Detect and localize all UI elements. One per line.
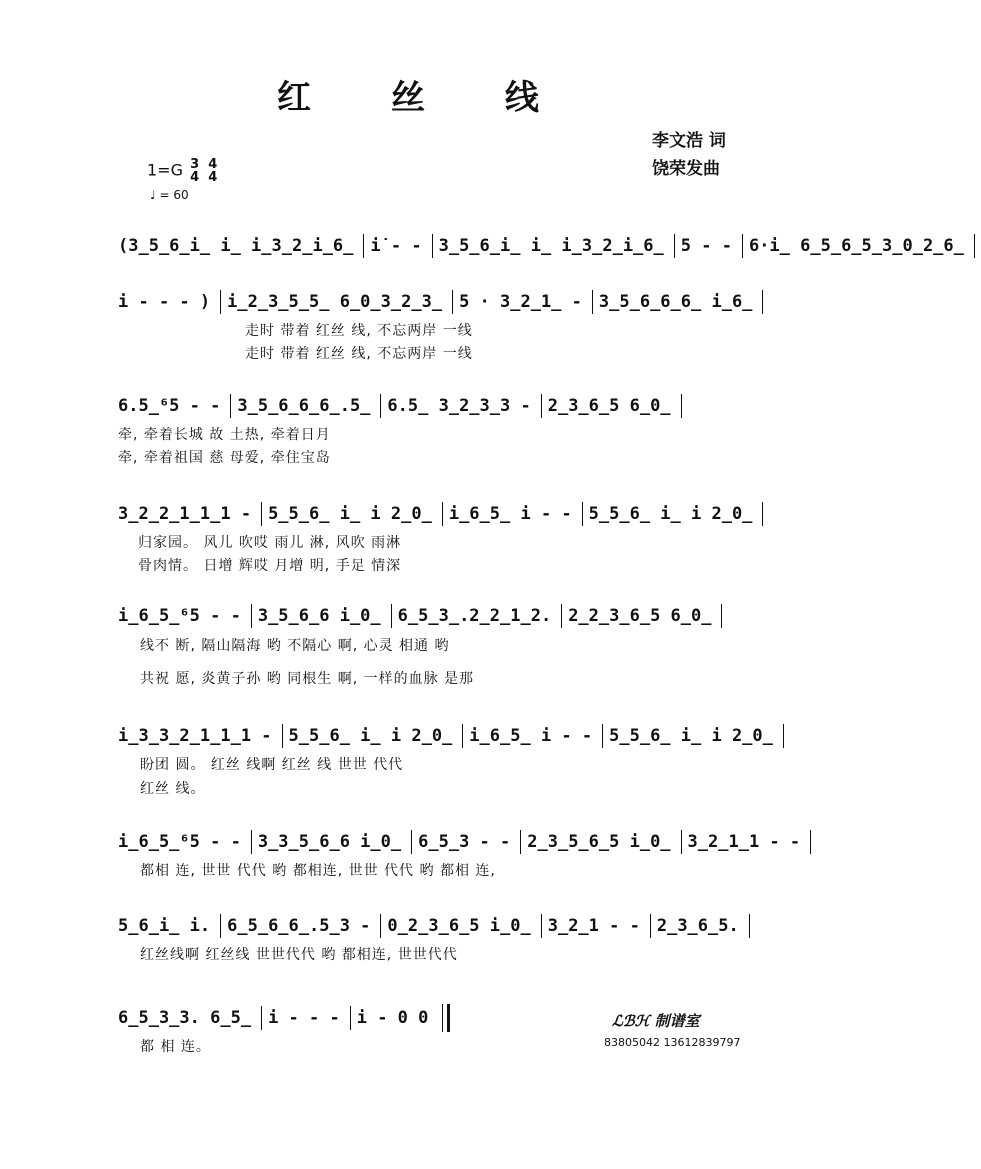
measure: 6̲5̲3 - - — [418, 832, 511, 852]
page-title: 红 丝 线 — [277, 78, 573, 118]
barline — [220, 914, 221, 938]
measure: 2̲3̲5̲6̲5 i̲0̲ — [527, 832, 671, 852]
notation-system-5 — [118, 602, 763, 630]
measure: i̲6̲5̲ i - - — [469, 726, 593, 746]
measure: 6.5̲⁶5 - - — [118, 396, 221, 416]
key-text: 1=G — [147, 160, 183, 180]
notation-system-9 — [118, 1004, 558, 1032]
barline — [363, 234, 364, 258]
barline — [520, 830, 521, 854]
notation-system-4 — [118, 500, 763, 528]
barline — [411, 830, 412, 854]
measure: 5 - - — [680, 236, 732, 256]
lyric-line: 红丝 线。 — [140, 781, 206, 797]
measure: i - - - — [268, 1008, 340, 1028]
measure: 3̲5̲6̲i̲ i̲ i̲3̲2̲i̲6̲ — [438, 236, 664, 256]
composer-credit: 饶荣发曲 — [652, 159, 720, 179]
barline — [432, 234, 433, 258]
measure: 2̲3̲6̲5. — [656, 916, 739, 936]
barline — [350, 1006, 351, 1030]
barline — [681, 830, 682, 854]
measure: 5̲5̲6̲ i̲ i 2̲0̲ — [588, 504, 753, 524]
measure: 6·i̲ 6̲5̲6̲5̲3̲0̲2̲6̲ — [748, 236, 964, 256]
barline — [810, 830, 811, 854]
lyric-line: 都相 连, 世世 代代 哟 都相连, 世世 代代 哟 都相 连, — [140, 863, 496, 879]
barline — [442, 502, 443, 526]
lyric-line: 都 相 连。 — [140, 1039, 211, 1055]
measure: 3̲2̲2̲1̲1̲1 - — [118, 504, 252, 524]
measure: 6̲5̲3̲3. 6̲5̲ — [118, 1008, 252, 1028]
barline — [541, 914, 542, 938]
measure: i̇ - - — [370, 236, 422, 256]
barline — [650, 914, 651, 938]
measure: 3̲2̲1̲1 - - — [687, 832, 801, 852]
barline — [391, 604, 392, 628]
barline — [674, 234, 675, 258]
barline — [749, 914, 750, 938]
barline — [592, 290, 593, 314]
barline — [251, 830, 252, 854]
barline — [582, 502, 583, 526]
engraver-phone: 83805042 13612839797 — [604, 1036, 741, 1049]
measure: 3̲5̲6̲6̲6̲.5̲ — [237, 396, 371, 416]
measure: i̲6̲5̲ i - - — [448, 504, 572, 524]
barline — [261, 502, 262, 526]
measure: 3̲5̲6̲6̲6̲ i̲6̲ — [598, 292, 753, 312]
barline — [452, 290, 453, 314]
barline — [602, 724, 603, 748]
measure: i̲6̲5̲⁶5 - - — [118, 606, 241, 626]
notation-system-2 — [118, 288, 763, 316]
lyricist-credit: 李文浩 词 — [652, 131, 726, 151]
lyric-line: 共祝 愿, 炎黄子孙 哟 同根生 啊, 一样的血脉 是那 — [140, 671, 475, 687]
measure: i̲3̲3̲2̲1̲1̲1 - — [118, 726, 272, 746]
measure: 3̲2̲1 - - — [547, 916, 640, 936]
lyric-line: 线不 断, 隔山隔海 哟 不隔心 啊, 心灵 相通 哟 — [140, 638, 450, 654]
barline — [561, 604, 562, 628]
notation-system-3 — [118, 392, 763, 420]
barline — [462, 724, 463, 748]
barline — [783, 724, 784, 748]
measure: i̲6̲5̲⁶5 - - — [118, 832, 241, 852]
lyric-line: 走时 带着 红丝 线, 不忘两岸 一线 — [245, 346, 473, 362]
barline — [742, 234, 743, 258]
notation-system-7 — [118, 828, 801, 856]
barline — [251, 604, 252, 628]
barline — [762, 290, 763, 314]
measure: 3̲5̲6̲6 i̲0̲ — [257, 606, 381, 626]
barline — [721, 604, 722, 628]
measure: 6̲5̲3̲.2̲2̲1̲2. — [397, 606, 552, 626]
measure: 5̲5̲6̲ i̲ i 2̲0̲ — [268, 504, 432, 524]
lyric-line: 归家园。 风儿 吹哎 雨儿 淋, 风吹 雨淋 — [138, 535, 402, 551]
measure: (3̲5̲6̲i̲ i̲ i̲3̲2̲i̲6̲ — [118, 236, 354, 256]
lyric-line: 盼团 圆。 红丝 线啊 红丝 线 世世 代代 — [140, 757, 404, 773]
barline — [282, 724, 283, 748]
lyric-line: 牵, 牵着长城 故 土热, 牵着日月 — [118, 427, 331, 443]
measure: i - 0 0 — [356, 1008, 429, 1028]
key-signature — [147, 158, 219, 184]
quarter-note-icon: ♩ — [150, 188, 156, 202]
barline — [762, 502, 763, 526]
measure: 0̲2̲3̲6̲5 i̲0̲ — [387, 916, 531, 936]
time-signature-3-4: 3 4 — [190, 157, 200, 185]
barline — [380, 394, 381, 418]
measure: 2̲3̲6̲5 6̲0̲ — [547, 396, 671, 416]
final-barline — [442, 1004, 450, 1032]
barline — [541, 394, 542, 418]
tempo-marking: ♩ = 60 — [150, 188, 189, 202]
measure: 3̲3̲5̲6̲6 i̲0̲ — [257, 832, 402, 852]
time-signature-4-4: 4 4 — [208, 157, 218, 185]
engraver-stamp: ℒℬℋ 制谱室 — [612, 1012, 700, 1030]
measure: 5̲5̲6̲ i̲ i 2̲0̲ — [609, 726, 773, 746]
barline — [974, 234, 975, 258]
measure: 5̲6̲i̲ i. — [118, 916, 211, 936]
barline — [261, 1006, 262, 1030]
lyric-line: 牵, 牵着祖国 慈 母爱, 牵住宝岛 — [118, 450, 331, 466]
lyric-line: 红丝线啊 红丝线 世世代代 哟 都相连, 世世代代 — [140, 947, 458, 963]
measure: 6.5̲ 3̲2̲3̲3 - — [387, 396, 531, 416]
notation-system-1 — [118, 232, 964, 260]
measure: 6̲5̲6̲6̲.5̲3 - — [227, 916, 371, 936]
notation-system-6 — [118, 722, 773, 750]
measure: i̲2̲3̲5̲5̲ 6̲0̲3̲2̲3̲ — [227, 292, 443, 312]
lyric-line: 骨肉情。 日增 辉哎 月增 明, 手足 情深 — [138, 558, 402, 574]
barline — [380, 914, 381, 938]
measure: 5̲5̲6̲ i̲ i 2̲0̲ — [288, 726, 453, 746]
measure: 5 · 3̲2̲1̲ - — [459, 292, 582, 312]
barline — [681, 394, 682, 418]
barline — [220, 290, 221, 314]
measure: 2̲2̲3̲6̲5 6̲0̲ — [568, 606, 712, 626]
notation-system-8 — [118, 912, 763, 940]
lyric-line: 走时 带着 红丝 线, 不忘两岸 一线 — [245, 323, 473, 339]
measure: i - - - ) — [118, 292, 211, 312]
barline — [230, 394, 231, 418]
